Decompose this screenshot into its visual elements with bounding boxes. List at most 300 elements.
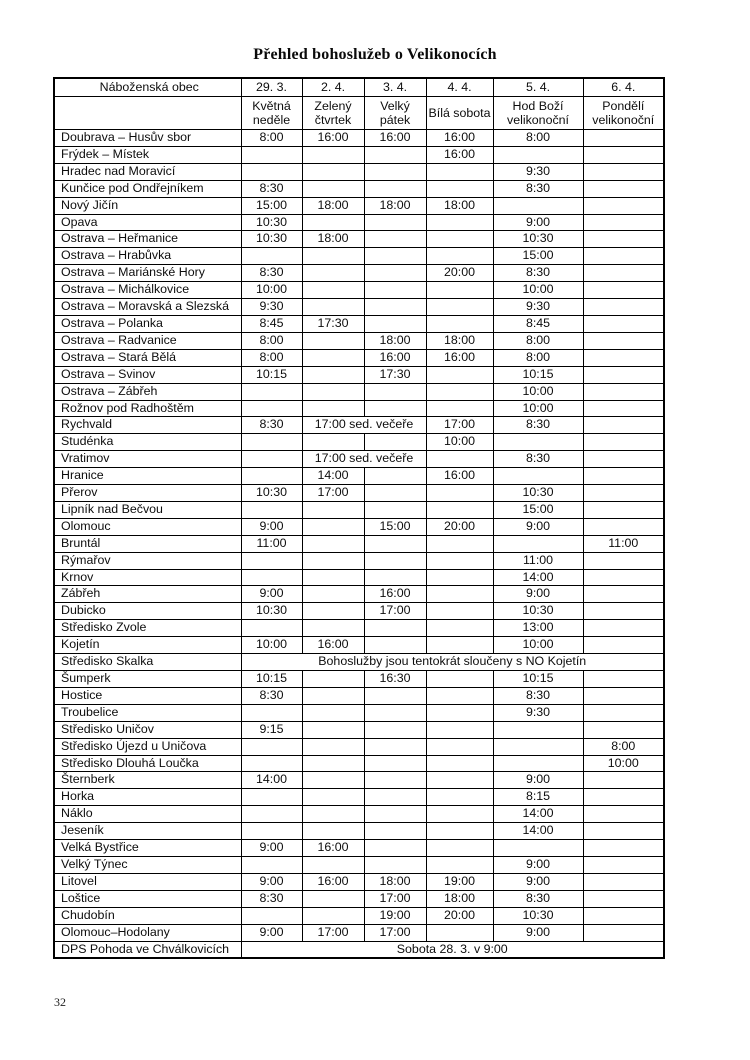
table-row — [54, 603, 664, 620]
time-cell — [364, 163, 426, 180]
time-cell — [364, 620, 426, 637]
time-cell — [302, 890, 364, 907]
time-cell: 9:00 — [493, 214, 583, 231]
time-cell — [302, 620, 364, 637]
time-cell: 17:30 — [364, 366, 426, 383]
header-row-dates — [54, 78, 664, 97]
table-row — [54, 704, 664, 721]
table-row — [54, 671, 664, 688]
community-name-cell: Přerov — [54, 485, 241, 502]
table-row — [54, 535, 664, 552]
time-cell — [583, 417, 664, 434]
community-name-cell: Středisko Zvole — [54, 620, 241, 637]
community-name-cell: Středisko Uničov — [54, 721, 241, 738]
time-cell — [426, 214, 493, 231]
table-row — [54, 840, 664, 857]
time-cell: 16:00 — [302, 130, 364, 147]
time-cell — [583, 332, 664, 349]
time-cell: 16:00 — [426, 349, 493, 366]
time-cell: 17:00 — [364, 890, 426, 907]
community-name-cell: Šternberk — [54, 772, 241, 789]
time-cell: 9:00 — [493, 924, 583, 941]
table-row — [54, 552, 664, 569]
time-cell — [364, 282, 426, 299]
time-cell: 10:30 — [241, 214, 302, 231]
time-cell: 18:00 — [364, 332, 426, 349]
time-cell: 8:30 — [241, 687, 302, 704]
time-cell: 14:00 — [241, 772, 302, 789]
table-row — [54, 620, 664, 637]
time-cell — [583, 180, 664, 197]
time-cell: 8:30 — [241, 417, 302, 434]
time-cell — [241, 755, 302, 772]
time-cell — [364, 434, 426, 451]
time-cell: 9:00 — [493, 586, 583, 603]
community-name-cell: Šumperk — [54, 671, 241, 688]
community-name-cell: Náklo — [54, 806, 241, 823]
time-cell: 9:00 — [241, 518, 302, 535]
time-cell: 8:00 — [583, 738, 664, 755]
time-cell: 14:00 — [302, 468, 364, 485]
community-name-cell: Hranice — [54, 468, 241, 485]
time-cell — [364, 738, 426, 755]
time-cell: 8:30 — [241, 180, 302, 197]
time-cell — [426, 856, 493, 873]
community-name-cell: Vratimov — [54, 451, 241, 468]
time-cell — [426, 501, 493, 518]
time-cell — [583, 501, 664, 518]
time-cell: 9:30 — [493, 299, 583, 316]
time-cell — [426, 806, 493, 823]
time-cell — [364, 704, 426, 721]
time-cell — [302, 738, 364, 755]
time-cell: 18:00 — [426, 197, 493, 214]
time-cell — [426, 535, 493, 552]
time-cell — [364, 299, 426, 316]
time-cell — [426, 400, 493, 417]
merged-note-cell: 17:00 sed. večeře — [302, 417, 426, 434]
column-header-day: Květná neděle — [241, 97, 302, 130]
time-cell: 9:00 — [493, 518, 583, 535]
time-cell — [302, 823, 364, 840]
time-cell: 8:00 — [241, 349, 302, 366]
time-cell — [302, 299, 364, 316]
time-cell: 9:30 — [493, 163, 583, 180]
time-cell: 8:00 — [493, 349, 583, 366]
time-cell — [583, 586, 664, 603]
time-cell: 14:00 — [493, 806, 583, 823]
community-name-cell: Rýmařov — [54, 552, 241, 569]
column-header-date: 2. 4. — [302, 78, 364, 97]
time-cell: 15:00 — [241, 197, 302, 214]
time-cell: 10:15 — [493, 671, 583, 688]
time-cell: 17:00 — [364, 924, 426, 941]
community-name-cell: Doubrava – Husův sbor — [54, 130, 241, 147]
community-name-cell: Litovel — [54, 873, 241, 890]
time-cell: 10:00 — [426, 434, 493, 451]
community-name-cell: Dubicko — [54, 603, 241, 620]
time-cell — [302, 907, 364, 924]
time-cell — [583, 349, 664, 366]
time-cell: 16:00 — [426, 130, 493, 147]
time-cell — [302, 349, 364, 366]
time-cell — [583, 299, 664, 316]
time-cell — [302, 366, 364, 383]
time-cell: 16:00 — [302, 873, 364, 890]
time-cell — [583, 873, 664, 890]
table-row — [54, 315, 664, 332]
time-cell — [364, 501, 426, 518]
time-cell: 20:00 — [426, 518, 493, 535]
table-row — [54, 299, 664, 316]
table-row — [54, 586, 664, 603]
time-cell — [493, 434, 583, 451]
time-cell — [364, 823, 426, 840]
time-cell — [302, 721, 364, 738]
community-name-cell: Olomouc — [54, 518, 241, 535]
time-cell: 8:00 — [493, 332, 583, 349]
time-cell — [583, 789, 664, 806]
time-cell: 9:00 — [241, 924, 302, 941]
table-row — [54, 248, 664, 265]
time-cell: 18:00 — [364, 197, 426, 214]
time-cell — [302, 755, 364, 772]
time-cell — [426, 180, 493, 197]
time-cell — [364, 637, 426, 654]
time-cell — [583, 451, 664, 468]
time-cell: 10:30 — [241, 485, 302, 502]
time-cell: 9:00 — [493, 856, 583, 873]
merged-note-cell: Sobota 28. 3. v 9:00 — [241, 941, 664, 958]
table-row — [54, 451, 664, 468]
time-cell — [302, 789, 364, 806]
time-cell: 20:00 — [426, 265, 493, 282]
time-cell — [364, 485, 426, 502]
community-name-cell: Nový Jičín — [54, 197, 241, 214]
time-cell: 8:45 — [241, 315, 302, 332]
community-name-cell: Středisko Újezd u Uničova — [54, 738, 241, 755]
page-title: Přehled bohoslužeb o Velikonocích — [253, 46, 497, 63]
time-cell — [241, 823, 302, 840]
column-header-date: 6. 4. — [583, 78, 664, 97]
table-row — [54, 383, 664, 400]
services-table — [53, 77, 665, 959]
time-cell — [241, 451, 302, 468]
column-header-community: Náboženská obec — [54, 78, 241, 97]
time-cell — [241, 552, 302, 569]
time-cell: 9:15 — [241, 721, 302, 738]
time-cell — [241, 620, 302, 637]
table-row — [54, 146, 664, 163]
time-cell: 17:00 — [302, 485, 364, 502]
community-name-cell: Krnov — [54, 569, 241, 586]
table-body — [54, 130, 664, 959]
community-name-cell: Chudobín — [54, 907, 241, 924]
time-cell — [583, 890, 664, 907]
time-cell — [583, 552, 664, 569]
time-cell: 11:00 — [241, 535, 302, 552]
time-cell — [583, 637, 664, 654]
time-cell — [364, 265, 426, 282]
time-cell: 9:00 — [241, 840, 302, 857]
time-cell — [302, 586, 364, 603]
time-cell — [583, 840, 664, 857]
community-name-cell: Frýdek – Místek — [54, 146, 241, 163]
time-cell — [302, 671, 364, 688]
time-cell: 16:00 — [364, 130, 426, 147]
time-cell: 17:00 — [364, 603, 426, 620]
time-cell: 20:00 — [426, 907, 493, 924]
time-cell — [302, 704, 364, 721]
time-cell: 13:00 — [493, 620, 583, 637]
community-name-cell: Jeseník — [54, 823, 241, 840]
time-cell — [583, 315, 664, 332]
time-cell — [302, 535, 364, 552]
empty-header-cell — [54, 97, 241, 130]
time-cell: 8:00 — [241, 332, 302, 349]
community-name-cell: Rychvald — [54, 417, 241, 434]
time-cell — [302, 180, 364, 197]
time-cell — [364, 856, 426, 873]
time-cell — [583, 163, 664, 180]
community-name-cell: Ostrava – Stará Bělá — [54, 349, 241, 366]
time-cell: 14:00 — [493, 569, 583, 586]
time-cell — [302, 265, 364, 282]
time-cell — [364, 721, 426, 738]
time-cell — [583, 772, 664, 789]
table-row — [54, 501, 664, 518]
column-header-date: 29. 3. — [241, 78, 302, 97]
time-cell — [364, 552, 426, 569]
time-cell: 9:00 — [241, 873, 302, 890]
time-cell — [364, 383, 426, 400]
community-name-cell: Ostrava – Polanka — [54, 315, 241, 332]
time-cell — [364, 248, 426, 265]
time-cell: 9:30 — [241, 299, 302, 316]
community-name-cell: Troubelice — [54, 704, 241, 721]
time-cell: 16:00 — [364, 349, 426, 366]
table-row — [54, 434, 664, 451]
community-name-cell: Lipník nad Bečvou — [54, 501, 241, 518]
time-cell — [493, 755, 583, 772]
time-cell: 9:30 — [493, 704, 583, 721]
time-cell — [583, 907, 664, 924]
time-cell — [241, 738, 302, 755]
time-cell — [426, 840, 493, 857]
time-cell: 10:15 — [241, 366, 302, 383]
time-cell — [364, 789, 426, 806]
time-cell — [583, 468, 664, 485]
table-header — [54, 78, 664, 130]
table-row — [54, 214, 664, 231]
time-cell: 10:00 — [493, 282, 583, 299]
community-name-cell: DPS Pohoda ve Chválkovicích — [54, 941, 241, 958]
time-cell: 10:00 — [493, 383, 583, 400]
community-name-cell: Bruntál — [54, 535, 241, 552]
time-cell — [426, 485, 493, 502]
time-cell — [426, 671, 493, 688]
time-cell — [302, 214, 364, 231]
time-cell — [302, 434, 364, 451]
time-cell: 8:30 — [241, 890, 302, 907]
table-row — [54, 772, 664, 789]
time-cell — [302, 248, 364, 265]
time-cell — [302, 146, 364, 163]
time-cell — [241, 806, 302, 823]
time-cell: 9:00 — [493, 772, 583, 789]
time-cell — [426, 789, 493, 806]
time-cell — [426, 383, 493, 400]
time-cell — [302, 806, 364, 823]
table-row — [54, 738, 664, 755]
time-cell — [493, 738, 583, 755]
community-name-cell: Velká Bystřice — [54, 840, 241, 857]
time-cell: 8:45 — [493, 315, 583, 332]
time-cell: 18:00 — [302, 197, 364, 214]
time-cell: 8:30 — [493, 180, 583, 197]
column-header-day: Bílá sobota — [426, 97, 493, 130]
time-cell: 8:00 — [493, 130, 583, 147]
time-cell: 19:00 — [364, 907, 426, 924]
time-cell: 10:30 — [493, 907, 583, 924]
time-cell: 17:30 — [302, 315, 364, 332]
time-cell — [241, 383, 302, 400]
time-cell: 8:30 — [493, 265, 583, 282]
table-row — [54, 180, 664, 197]
community-name-cell: Horka — [54, 789, 241, 806]
time-cell — [426, 721, 493, 738]
time-cell — [241, 856, 302, 873]
time-cell: 16:00 — [302, 637, 364, 654]
time-cell — [583, 603, 664, 620]
time-cell — [302, 163, 364, 180]
table-row — [54, 941, 664, 958]
table-row — [54, 806, 664, 823]
time-cell — [302, 856, 364, 873]
time-cell — [583, 197, 664, 214]
table-row — [54, 518, 664, 535]
time-cell — [426, 315, 493, 332]
table-row — [54, 873, 664, 890]
table-row — [54, 890, 664, 907]
time-cell — [583, 366, 664, 383]
time-cell — [426, 620, 493, 637]
time-cell — [583, 569, 664, 586]
time-cell — [426, 451, 493, 468]
column-header-date: 3. 4. — [364, 78, 426, 97]
time-cell — [302, 501, 364, 518]
time-cell — [493, 535, 583, 552]
community-name-cell: Kunčice pod Ondřejníkem — [54, 180, 241, 197]
community-name-cell: Velký Týnec — [54, 856, 241, 873]
time-cell — [302, 518, 364, 535]
time-cell: 16:00 — [426, 146, 493, 163]
time-cell — [583, 265, 664, 282]
time-cell — [583, 721, 664, 738]
time-cell — [426, 738, 493, 755]
time-cell — [493, 840, 583, 857]
time-cell — [583, 231, 664, 248]
time-cell: 8:15 — [493, 789, 583, 806]
column-header-date: 5. 4. — [493, 78, 583, 97]
column-header-day: Zelený čtvrtek — [302, 97, 364, 130]
time-cell — [302, 400, 364, 417]
time-cell — [426, 772, 493, 789]
time-cell — [364, 231, 426, 248]
community-name-cell: Ostrava – Moravská a Slezská — [54, 299, 241, 316]
time-cell — [583, 248, 664, 265]
time-cell — [583, 823, 664, 840]
time-cell — [426, 586, 493, 603]
time-cell: 10:00 — [493, 637, 583, 654]
time-cell — [302, 552, 364, 569]
column-header-date: 4. 4. — [426, 78, 493, 97]
community-name-cell: Hostice — [54, 687, 241, 704]
time-cell: 8:30 — [241, 265, 302, 282]
time-cell — [241, 468, 302, 485]
table-row — [54, 687, 664, 704]
community-name-cell: Středisko Dlouhá Loučka — [54, 755, 241, 772]
time-cell — [364, 840, 426, 857]
time-cell: 17:00 — [426, 417, 493, 434]
time-cell — [241, 907, 302, 924]
time-cell — [583, 518, 664, 535]
community-name-cell: Zábřeh — [54, 586, 241, 603]
time-cell — [426, 163, 493, 180]
time-cell — [426, 366, 493, 383]
time-cell — [426, 248, 493, 265]
time-cell — [426, 282, 493, 299]
time-cell — [426, 552, 493, 569]
table-row — [54, 282, 664, 299]
time-cell: 17:00 — [302, 924, 364, 941]
community-name-cell: Ostrava – Mariánské Hory — [54, 265, 241, 282]
table-row — [54, 823, 664, 840]
header-row-days — [54, 97, 664, 130]
time-cell: 8:30 — [493, 890, 583, 907]
table-row — [54, 400, 664, 417]
community-name-cell: Opava — [54, 214, 241, 231]
table-row — [54, 265, 664, 282]
time-cell: 10:30 — [241, 603, 302, 620]
time-cell: 15:00 — [493, 248, 583, 265]
community-name-cell: Ostrava – Zábřeh — [54, 383, 241, 400]
time-cell: 9:00 — [241, 586, 302, 603]
time-cell: 15:00 — [493, 501, 583, 518]
time-cell — [426, 569, 493, 586]
table-row — [54, 417, 664, 434]
time-cell: 10:30 — [493, 485, 583, 502]
time-cell — [583, 282, 664, 299]
time-cell — [364, 214, 426, 231]
table-row — [54, 197, 664, 214]
time-cell: 18:00 — [302, 231, 364, 248]
community-name-cell: Loštice — [54, 890, 241, 907]
time-cell — [583, 400, 664, 417]
time-cell: 16:00 — [364, 586, 426, 603]
time-cell — [583, 704, 664, 721]
time-cell — [583, 130, 664, 147]
table-row — [54, 907, 664, 924]
time-cell — [241, 789, 302, 806]
time-cell: 16:00 — [426, 468, 493, 485]
time-cell — [426, 637, 493, 654]
time-cell — [241, 248, 302, 265]
time-cell: 10:30 — [241, 231, 302, 248]
table-row — [54, 721, 664, 738]
time-cell — [241, 434, 302, 451]
time-cell — [583, 856, 664, 873]
